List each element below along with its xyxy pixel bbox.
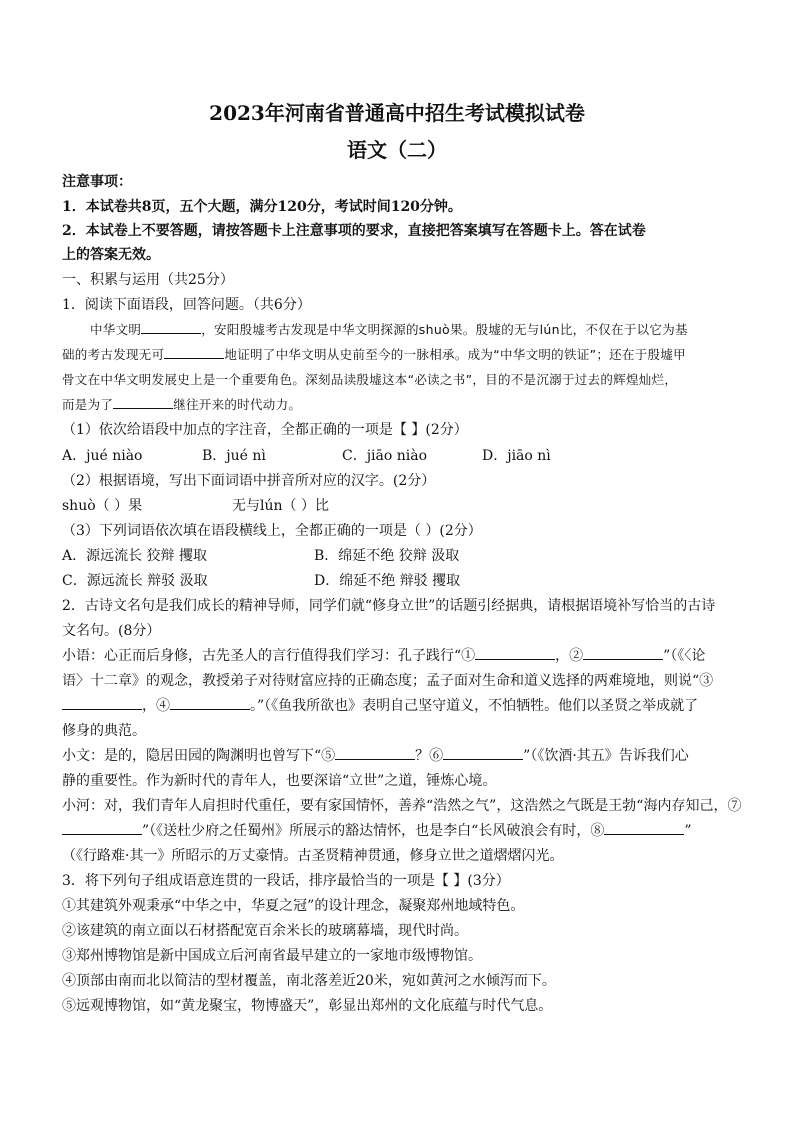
passage-text: 中华文明 bbox=[90, 322, 142, 337]
q1-sub1-option-d: D．jiāo nì bbox=[482, 448, 551, 464]
q1-sub3-option-c: C．源远流长 辩驳 汲取 bbox=[62, 573, 208, 589]
q1-sub1: （1）依次给语段中加点的字注音，全都正确的一项是【 】(2分） bbox=[62, 422, 468, 438]
fill-blank bbox=[604, 822, 684, 835]
q2-text: ？⑥ bbox=[415, 748, 444, 764]
q1-sub3-option-a: A．源远流长 狡辩 攫取 bbox=[62, 548, 208, 564]
q2-text: 小文：是的，隐居田园的陶渊明也曾写下“⑤ bbox=[62, 748, 336, 764]
q1-sub1-option-b: B．jué nì bbox=[202, 448, 266, 464]
q1-passage-line-4 bbox=[62, 395, 742, 415]
q2-text: ” bbox=[684, 823, 692, 839]
fill-blank bbox=[141, 321, 201, 334]
fill-blank bbox=[62, 822, 142, 835]
q1-sub1-option-a: A．jué niào bbox=[62, 448, 143, 464]
passage-text: ，安阳殷墟考古发现是中华文明探源的shuò果。殷墟的无与lún比，不仅在于以它为基 bbox=[201, 322, 688, 337]
passage-text: 地证明了中华文明从史前至今的一脉相承。成为“中华文明的铁证”；还在于殷墟甲 bbox=[224, 347, 686, 362]
section-heading: 一、积累与运用（共25分） bbox=[62, 272, 234, 288]
q1-stem: 1．阅读下面语段，回答问题。（共6分） bbox=[62, 297, 311, 313]
q3-item-1: ①其建筑外观秉承“中华之中，华夏之冠”的设计理念，凝聚郑州地域特色。 bbox=[62, 898, 525, 914]
q2-text: 。”（《鱼我所欲也》表明自己坚守道义，不怕牺牲。他们以圣贤之举成就了 bbox=[250, 698, 699, 714]
q2-line-9: 小河：对，我们青年人肩担时代重任，要有家国情怀，善养“浩然之气”，这浩然之气既是王勃“海内存知己，⑦ bbox=[62, 798, 742, 814]
q3-item-5: ⑤远观博物馆，如“黄龙聚宝，物博盛天”，彰显出郑州的文化底蕴与时代气息。 bbox=[62, 998, 553, 1014]
fill-blank bbox=[170, 697, 250, 710]
q1-sub2: （2）根据语境，写出下面词语中拼音所对应的汉字。(2分） bbox=[62, 473, 436, 489]
exam-subtitle: 语文（二） bbox=[347, 138, 447, 162]
q1-sub3-option-b: B．绵延不绝 狡辩 汲取 bbox=[314, 548, 460, 564]
q3-item-4: ④顶部由南而北以简洁的型材覆盖，南北落差近20米，宛如黄河之水倾泻而下。 bbox=[62, 973, 556, 989]
q1-sub1-option-c: C．jiāo niào bbox=[342, 448, 428, 464]
note-2-line-1: 2．本试卷上不要答题，请按答题卡上注意事项的要求，直接把答案填写在答题卡上。答在试卷 bbox=[62, 223, 646, 239]
note-1: 1．本试卷共8页，五个大题，满分120分，考试时间120分钟。 bbox=[62, 199, 462, 215]
q2-line-8: 静的重要性。作为新时代的青年人，也要深谙“立世”之道，锤炼心境。 bbox=[62, 773, 497, 789]
exam-title: 2023年河南省普通高中招生考试模拟试卷 bbox=[209, 101, 585, 125]
fill-blank bbox=[335, 747, 415, 760]
q2-line-5 bbox=[62, 696, 742, 716]
fill-blank bbox=[164, 346, 224, 359]
q1-sub2-item-b: 无与lún（ ）比 bbox=[232, 498, 329, 514]
fill-blank bbox=[443, 747, 523, 760]
q2-text: ”（《饮酒·其五》告诉我们心 bbox=[523, 748, 689, 764]
q3-item-3: ③郑州博物馆是新中国成立后河南省最早建立的一家地市级博物馆。 bbox=[62, 948, 482, 964]
q1-sub3: （3）下列词语依次填在语段横线上，全都正确的一项是（ ）(2分） bbox=[62, 523, 482, 539]
q2-stem-line-2: 文名句。(8分） bbox=[62, 623, 161, 639]
passage-text: 继往开来的时代动力。 bbox=[173, 397, 302, 412]
fill-blank bbox=[583, 647, 663, 660]
q2-line-11: （《行路难·其一》所昭示的万丈豪情。古圣贤精神贯通，修身立世之道熠熠闪光。 bbox=[62, 848, 564, 864]
q1-sub2-item-a: shuò（ ）果 bbox=[62, 498, 143, 514]
q1-passage-line-2 bbox=[62, 345, 742, 365]
q2-line-7 bbox=[62, 746, 742, 766]
notes-heading: 注意事项： bbox=[62, 174, 132, 190]
q1-passage-line-1 bbox=[90, 320, 770, 340]
q1-sub3-option-d: D．绵延不绝 辩驳 攫取 bbox=[314, 573, 461, 589]
q2-text: 小语：心正而后身修，古先圣人的言行值得我们学习：孔子践行“① bbox=[62, 648, 476, 664]
q3-item-2: ②该建筑的南立面以石材搭配宽百余米长的玻璃幕墙，现代时尚。 bbox=[62, 923, 468, 939]
q3-stem: 3．将下列句子组成语意连贯的一段话，排序最恰当的一项是【 】(3分） bbox=[62, 873, 510, 889]
q2-text: ”（《〈论 bbox=[663, 648, 706, 664]
q2-line-3 bbox=[62, 646, 742, 666]
fill-blank bbox=[62, 697, 142, 710]
passage-text: 而是为了 bbox=[62, 397, 114, 412]
fill-blank bbox=[475, 647, 555, 660]
passage-text: 础的考古发现无可 bbox=[62, 347, 165, 362]
note-2-line-2: 上的答案无效。 bbox=[62, 247, 160, 263]
fill-blank bbox=[113, 396, 173, 409]
q2-line-10 bbox=[62, 821, 742, 841]
q2-stem-line-1: 2．古诗文名句是我们成长的精神导师，同学们就“修身立世”的话题引经据典，请根据语境补写恰当的古诗 bbox=[62, 598, 716, 614]
q2-line-4: 语〉十二章》的观念，教授弟子对待财富应持的正确态度；孟子面对生命和道义选择的两难境地，则说“③ bbox=[62, 673, 714, 689]
q2-line-6: 修身的典范。 bbox=[62, 723, 146, 739]
q2-text: ，④ bbox=[142, 698, 170, 714]
q1-passage-line-3: 骨文在中华文明发展史上是一个重要角色。深刻品读殷墟这本“必读之书”，目的不是沉溺于过去的辉煌灿烂， bbox=[62, 372, 678, 387]
q2-text: ，② bbox=[555, 648, 584, 664]
q2-text: ”（《送杜少府之任蜀州》所展示的豁达情怀，也是李白“长风破浪会有时，⑧ bbox=[142, 823, 605, 839]
